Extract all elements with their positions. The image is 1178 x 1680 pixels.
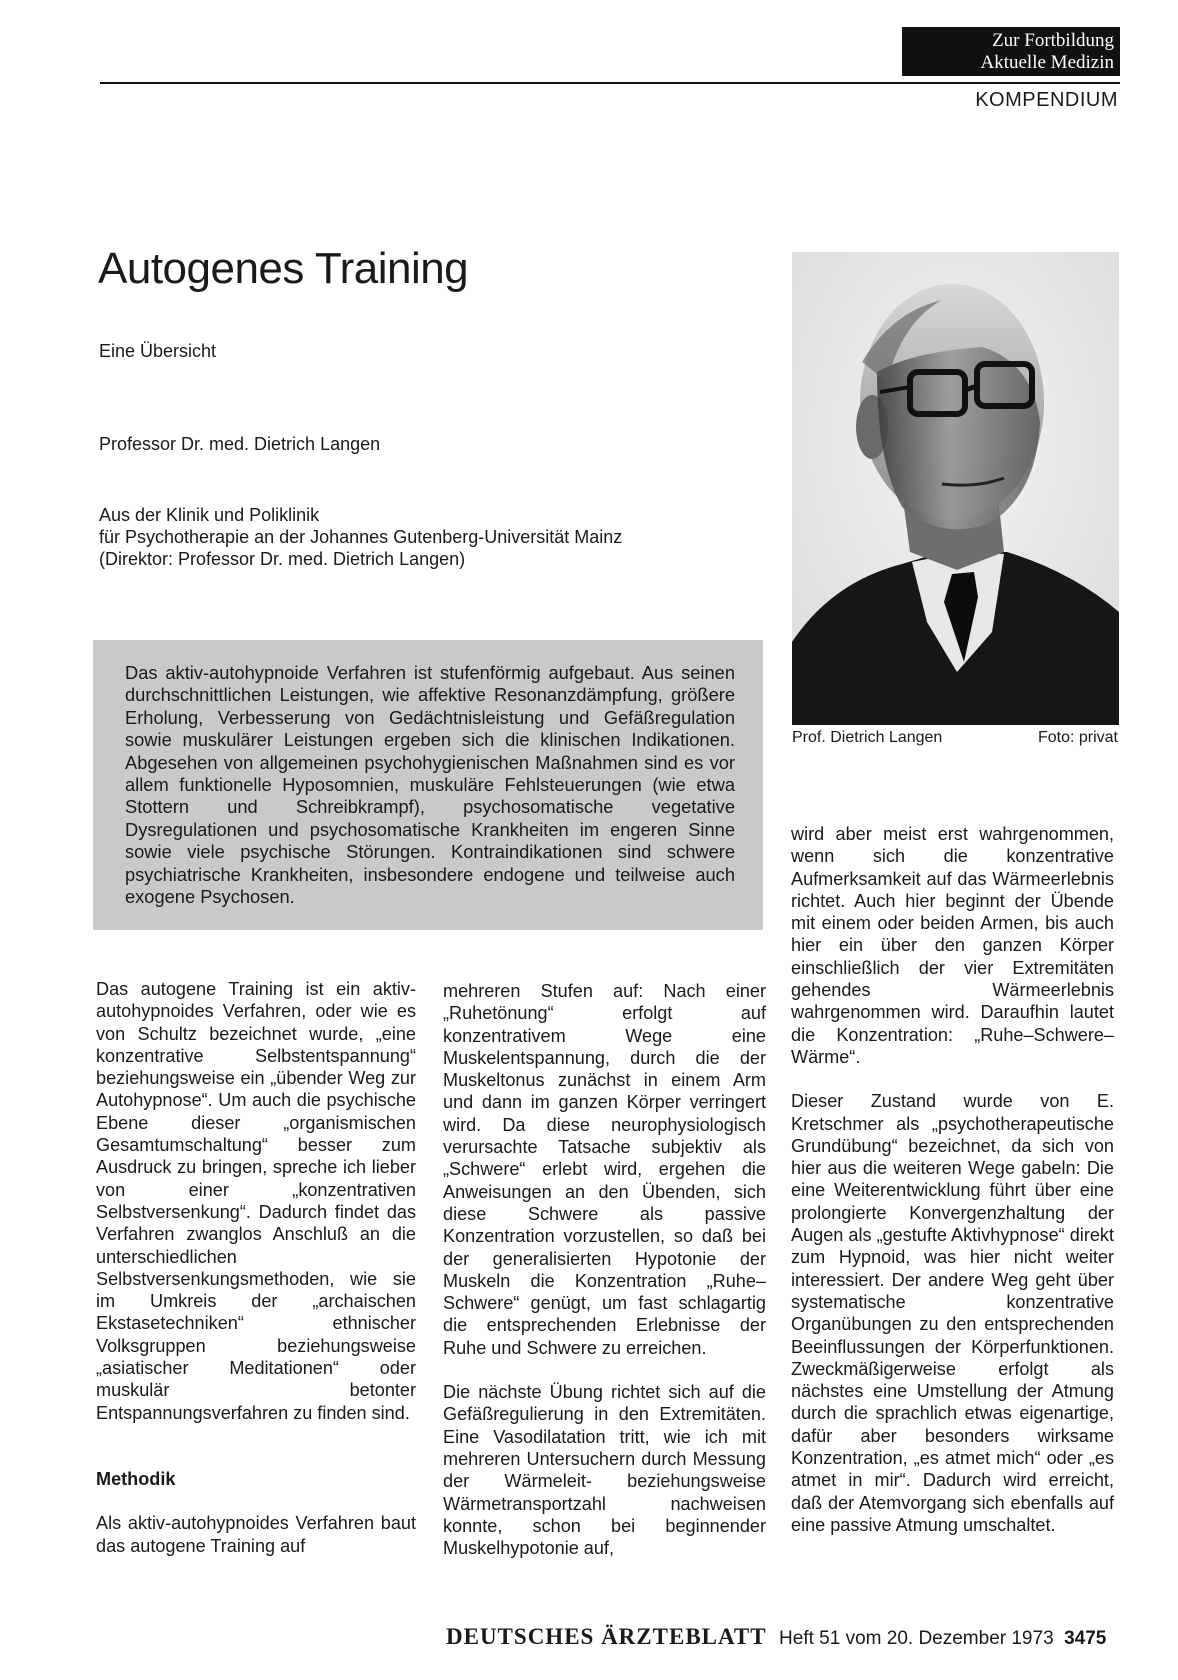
paragraph: Das autogene Training ist ein aktiv-autohypnoides Verfahren, oder wie es von Schultz bezeichnet wurde, „eine konzentrative Selbstentspannung“ beziehungsweise ein „übender Weg zur Autohypnose“. Um auch die psychische Ebene dieser „organismischen Gesamtumschaltung“ besser zum Ausdruck zu bringen, spreche ich lieber von einer „konzentrativen Selbstversenkung“. Dadurch findet das Verfahren zwanglos Anschluß an die unterschiedlichen Selbstversenkungsmethoden, wie sie im Umkreis der „archaischen Ekstasetechniken“ ethnischer Volksgruppen beziehungsweise „asiatischer Meditationen“ oder muskulär betonter Entspannungsverfahren zu finden sind. bbox=[96, 979, 416, 1423]
section-badge bbox=[902, 27, 1120, 76]
paragraph: wird aber meist erst wahrgenommen, wenn sich die konzentrative Aufmerksamkeit auf das Wärmeerlebnis richtet. Auch hier beginnt der Übende mit einem oder beiden Armen, bis auch hier ein über den ganzen Körper einschließlich der vier Extremitäten gehendes Wärmeerlebnis wahrgenommen wird. Daraufhin lautet die Konzentration: „Ruhe–Schwere–Wärme“. bbox=[791, 824, 1114, 1067]
paragraph: Als aktiv-autohypnoides Verfahren baut das autogene Training auf bbox=[96, 1513, 416, 1556]
affiliation-line: Aus der Klinik und Poliklinik bbox=[99, 505, 320, 525]
photo-credit: Foto: privat bbox=[1037, 729, 1118, 746]
author-portrait-photo bbox=[792, 252, 1119, 725]
photo-caption: Prof. Dietrich Langen bbox=[792, 729, 943, 746]
journal-name: DEUTSCHES ÄRZTEBLATT bbox=[446, 1624, 767, 1649]
section-heading-methodik: Methodik bbox=[96, 1468, 176, 1489]
affiliation-line: (Direktor: Professor Dr. med. Dietrich Langen) bbox=[99, 549, 466, 569]
article-author: Professor Dr. med. Dietrich Langen bbox=[99, 434, 381, 454]
issue-info: Heft 51 vom 20. Dezember 1973 bbox=[779, 1628, 1054, 1649]
author-affiliation bbox=[99, 504, 622, 570]
section-label: KOMPENDIUM bbox=[975, 89, 1118, 111]
article-subtitle: Eine Übersicht bbox=[99, 341, 217, 361]
paragraph: mehreren Stufen auf: Nach einer „Ruhetönung“ erfolgt auf konzentrativem Wege eine Muskelentspannung, durch die der Muskeltonus zunächst in einem Arm und dann im ganzen Körper verringert wird. Da diese neurophysiologisch verursachte Tatsache subjektiv als „Schwere“ erlebt wird, ergehen die Anweisungen an den Übenden, sich diese Schwere als passive Konzentration vorzustellen, so daß bei der generalisierten Hypotonie der Muskeln die Konzentration „Ruhe–Schwere“ genügt, um fast schlagartig die entsprechenden Erlebnisse der Ruhe und Schwere zu erreichen. bbox=[443, 981, 766, 1358]
header-rule bbox=[100, 82, 1120, 84]
body-column-3 bbox=[791, 823, 1114, 1536]
affiliation-line: für Psychotherapie an der Johannes Gutenberg-Universität Mainz bbox=[99, 527, 623, 547]
paragraph: Die nächste Übung richtet sich auf die Gefäßregulierung in den Extremitäten. Eine Vasodilatation tritt, wie ich mit mehreren Untersuchern durch Messung der Wärmeleit- beziehungsweise Wärmetransportzahl nachweisen konnte, schon bei beginnender Muskelhypotonie auf, bbox=[443, 1382, 766, 1559]
body-column-1 bbox=[96, 978, 416, 1557]
article-title: Autogenes Training bbox=[98, 244, 469, 293]
page-number: 3475 bbox=[1064, 1628, 1107, 1649]
abstract-box: Das aktiv-autohypnoide Verfahren ist stufenförmig aufgebaut. Aus seinen durchschnittlichen Leistungen, wie affektive Resonanzdämpfung, größere Erholung, Verbesserung von Gedächtnisleistung und Gefäßregulation sowie muskulärer Leistungen ergeben sich die klinischen Indikationen. Abgesehen von allgemeinen psychohygienischen Maßnahmen sind es vor allem funktionelle Hyposomnien, muskuläre Fehlsteuerungen (wie etwa Stottern und Schreibkrampf), psychosomatische vegetative Dysregulationen und psychosomatische Krankheiten im engeren Sinne sowie viele psychische Störungen. Kontraindikationen sind schwere psychiatrische Krankheiten, insbesondere endogene und teilweise auch exogene Psychosen. bbox=[93, 640, 763, 930]
paragraph: Dieser Zustand wurde von E. Kretschmer als „psychotherapeutische Grundübung“ bezeichnet, da sich von hier aus die weiteren Wege gabeln: Die eine Weiterentwicklung führt über eine prolongierte Konvergenzhaltung der Augen als „gestufte Aktivhypnose“ direkt zum Hypnoid, was hier nicht weiter interessiert. Der andere Weg geht über systematische konzentrative Organübungen zu den entsprechenden Beeinflussungen der Körperfunktionen. Zweckmäßigerweise erfolgt als nächstes eine Umstellung der Atmung durch die sprachlich etwas eigenartige, dafür aber besonders wirksame Konzentration, „es atmet mich“ oder „es atmet in mir“. Dadurch wird erreicht, daß der Atemvorgang sich ebenfalls auf eine passive Atmung umschaltet. bbox=[791, 1091, 1114, 1535]
page-footer bbox=[446, 1624, 1106, 1650]
body-column-2 bbox=[443, 980, 766, 1559]
badge-line-2: Aktuelle Medizin bbox=[980, 52, 1114, 73]
badge-line-1: Zur Fortbildung bbox=[992, 30, 1114, 51]
